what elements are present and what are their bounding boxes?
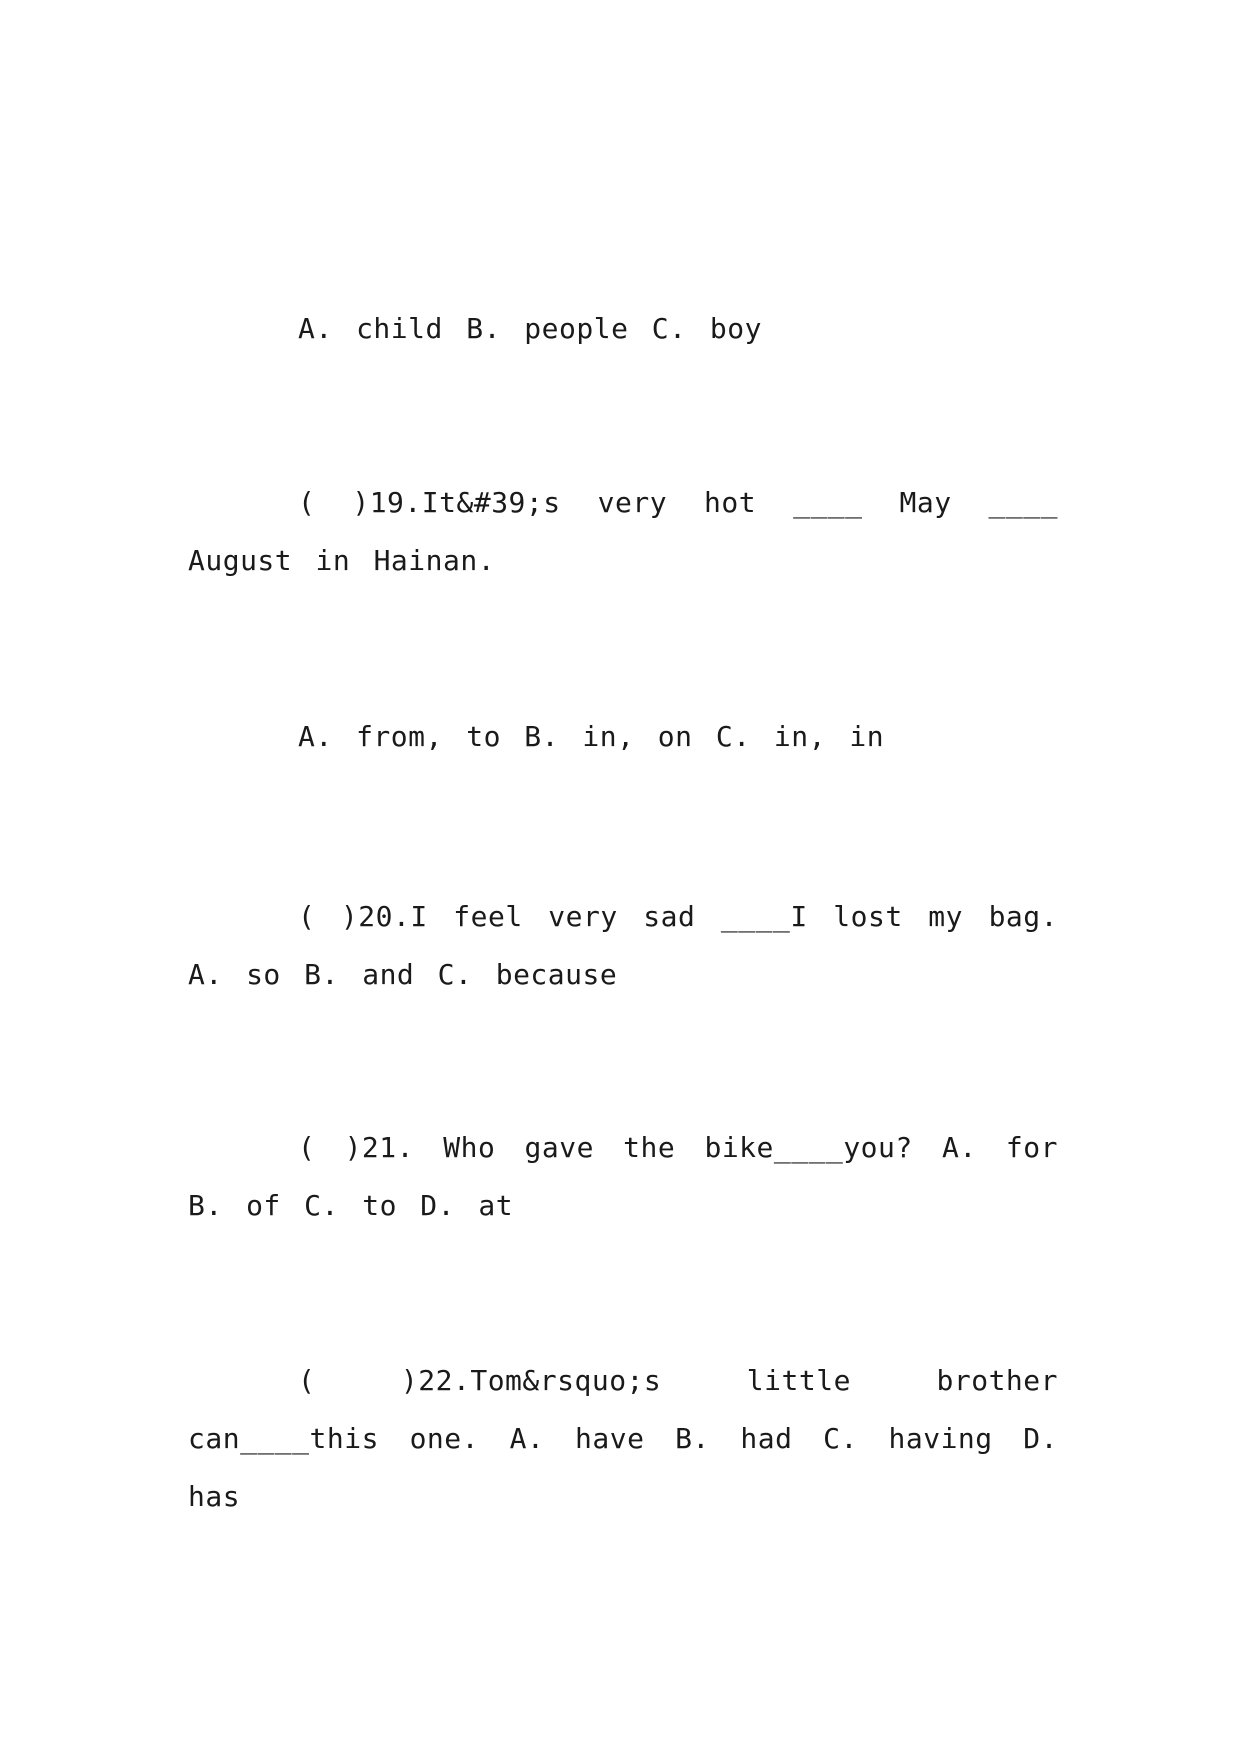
answer-options-19: A. from, to B. in, on C. in, in [298, 720, 885, 753]
question-19: ( )19.It&#39;s very hot ____ May ____ August in Hainan. [188, 486, 1058, 577]
question-21: ( )21. Who gave the bike____you? A. for B. of C. to D. at [188, 1131, 1058, 1222]
question-20: ( )20.I feel very sad ____I lost my bag. A. so B. and C. because [188, 900, 1058, 991]
question-22: ( )22.Tom&rsquo;s little brother can____this one. A. have B. had C. having D. has [188, 1364, 1058, 1513]
answer-options-18: A. child B. people C. boy [298, 312, 762, 345]
